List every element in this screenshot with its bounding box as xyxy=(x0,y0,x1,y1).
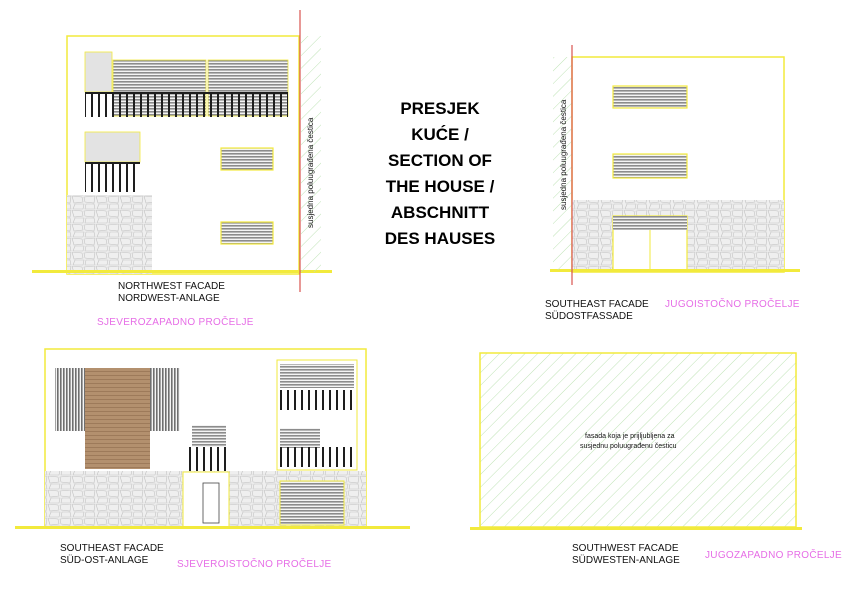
southwest-label-hr: JUGOZAPADNO PROČELJE xyxy=(705,550,842,561)
southeast-bottom-label-de: SÜD-OST-ANLAGE xyxy=(60,555,149,566)
northwest-facade xyxy=(32,10,332,292)
title-line: DES HAUSES xyxy=(384,229,496,248)
southwest-note-line2: susjednu poluugrađenu česticu xyxy=(580,443,677,450)
title-line: KUĆE / xyxy=(411,125,469,144)
title-line: THE HOUSE / xyxy=(385,177,495,196)
title-line: ABSCHNITT xyxy=(390,203,490,222)
northwest-label-de: NORDWEST-ANLAGE xyxy=(118,293,220,304)
southeast-top-label-de: SÜDOSTFASSADE xyxy=(545,311,633,322)
southwest-label-de: SÜDWESTEN-ANLAGE xyxy=(572,555,680,566)
southeast-facade-bottom xyxy=(15,349,410,529)
title-line: SECTION OF xyxy=(388,151,492,170)
southwest-note-line1: fasada koja je prijljubljena za xyxy=(585,433,675,440)
northwest-label-en: NORTHWEST FACADE xyxy=(118,281,225,292)
title-line: PRESJEK xyxy=(400,99,480,118)
southeast-top-side-note: susjedna poluugrađena čestica xyxy=(559,99,568,210)
southeast-facade-top xyxy=(550,45,800,285)
northwest-label-hr: SJEVEROZAPADNO PROČELJE xyxy=(97,317,254,328)
southeast-top-label-hr: JUGOISTOČNO PROČELJE xyxy=(665,299,800,310)
southwest-label-en: SOUTHWEST FACADE xyxy=(572,543,679,554)
southeast-bottom-label-en: SOUTHEAST FACADE xyxy=(60,543,164,554)
northwest-side-note: susjedna poluugrađena čestica xyxy=(306,117,315,228)
southeast-top-label-en: SOUTHEAST FACADE xyxy=(545,299,649,310)
southeast-bottom-label-hr: SJEVEROISTOČNO PROČELJE xyxy=(177,559,332,570)
drawing-title xyxy=(370,96,510,252)
